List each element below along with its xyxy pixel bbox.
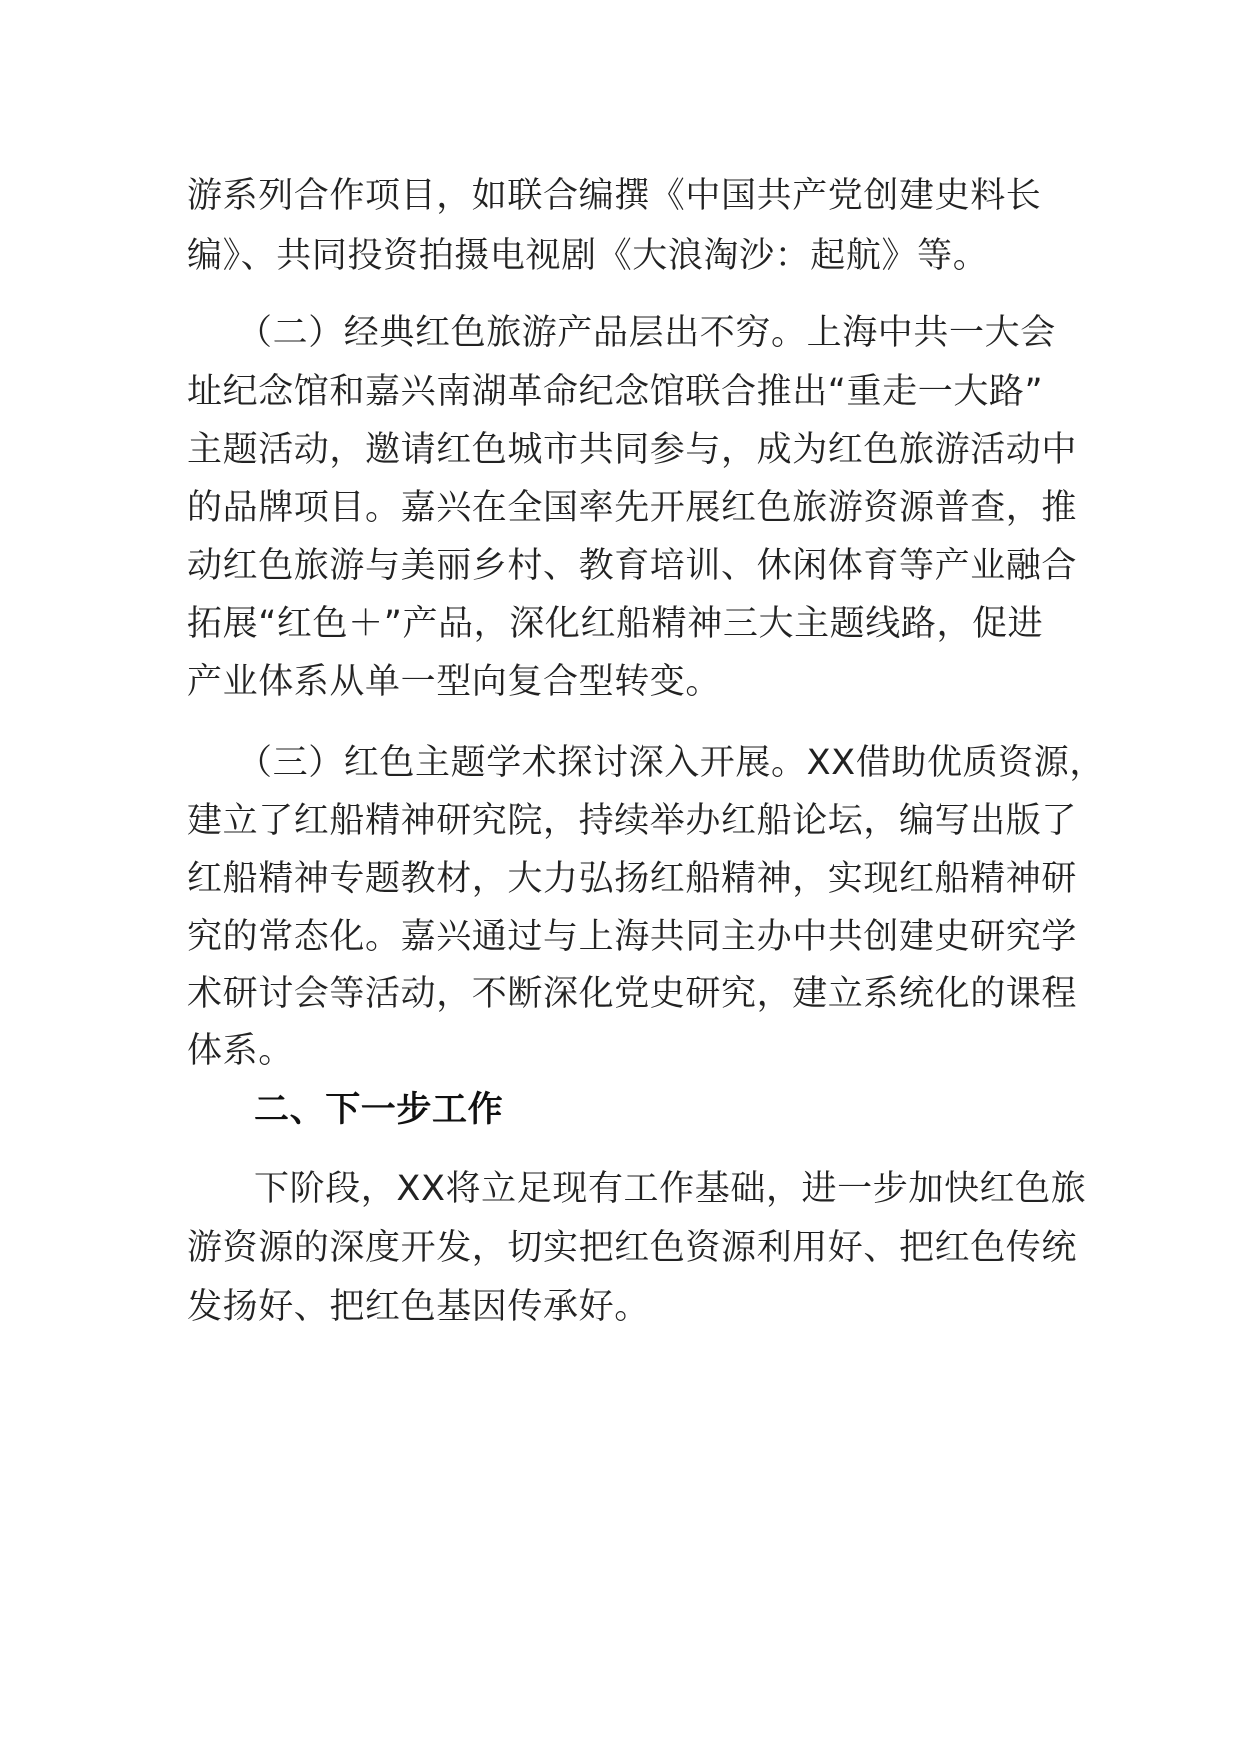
text-line: 址纪念馆和嘉兴南湖革命纪念馆联合推出“重走一大路” bbox=[187, 372, 1044, 412]
text-line: 建立了红船精神研究院，持续举办红船论坛，编写出版了 bbox=[187, 801, 1078, 841]
text-line: 发扬好、把红色基因传承好。 bbox=[187, 1287, 650, 1327]
text-line: 产业体系从单一型向复合型转变。 bbox=[187, 662, 722, 702]
text-line: 究的常态化。嘉兴通过与上海共同主办中共创建史研究学 bbox=[187, 917, 1078, 957]
text-line: 下阶段，XX将立足现有工作基础，进一步加快红色旅 bbox=[254, 1169, 1087, 1209]
text-line: 游系列合作项目，如联合编撰《中国共产党创建史料长 bbox=[187, 176, 1042, 216]
text-line: 主题活动，邀请红色城市共同参与，成为红色旅游活动中 bbox=[187, 430, 1078, 470]
text-line: 红船精神专题教材，大力弘扬红船精神，实现红船精神研 bbox=[187, 859, 1078, 899]
text-line: 的品牌项目。嘉兴在全国率先开展红色旅游资源普查，推 bbox=[187, 488, 1078, 528]
text-line: 编》、共同投资拍摄电视剧《大浪淘沙：起航》等。 bbox=[187, 236, 989, 276]
text-line: （三）红色主题学术探讨深入开展。XX借助优质资源， bbox=[237, 743, 1105, 783]
text-line: 游资源的深度开发，切实把红色资源利用好、把红色传统 bbox=[187, 1228, 1078, 1268]
section-heading: 二、下一步工作 bbox=[254, 1090, 504, 1130]
text-line: 动红色旅游与美丽乡村、教育培训、休闲体育等产业融合 bbox=[187, 546, 1078, 586]
text-line: （二）经典红色旅游产品层出不穷。上海中共一大会 bbox=[237, 313, 1056, 353]
text-line: 体系。 bbox=[187, 1031, 294, 1071]
text-line: 拓展“红色＋”产品，深化红船精神三大主题线路，促进 bbox=[187, 604, 1044, 644]
text-line: 术研讨会等活动，不断深化党史研究，建立系统化的课程 bbox=[187, 974, 1078, 1014]
